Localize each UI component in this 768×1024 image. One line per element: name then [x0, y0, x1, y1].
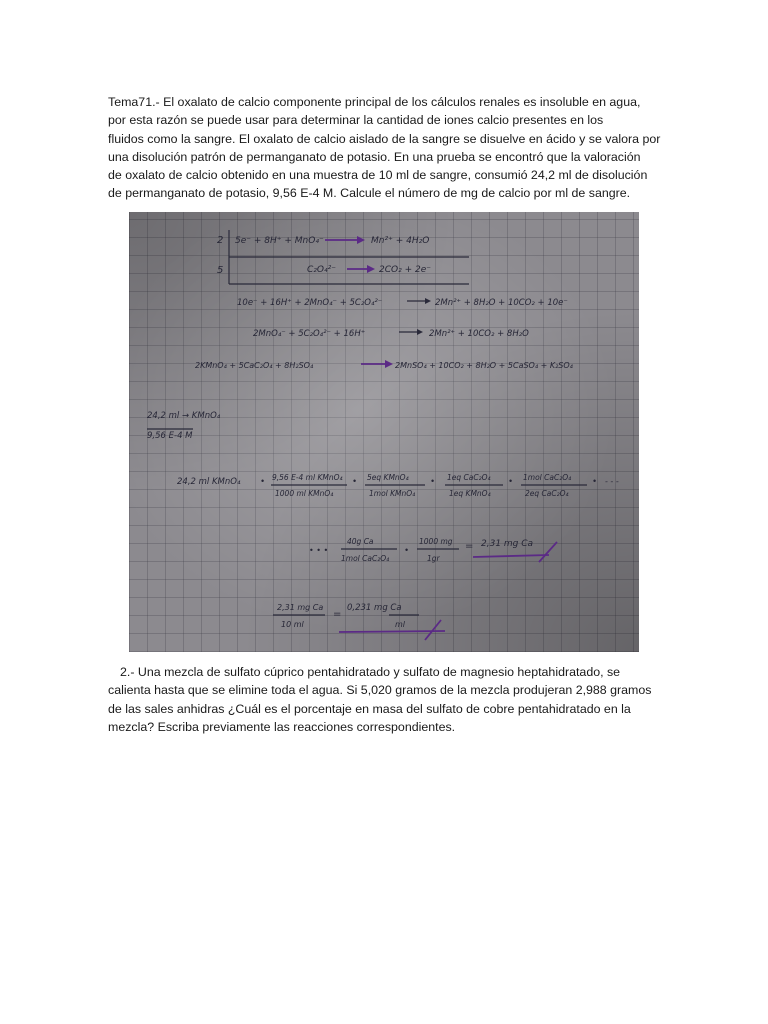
svg-text:•: • [593, 476, 597, 486]
half-reaction-2-coef: 5 [217, 265, 224, 276]
continuation-dots: - - - [605, 477, 619, 486]
sum-equation-rhs: 2Mn²⁺ + 8H₂O + 10CO₂ + 10e⁻ [435, 298, 568, 308]
half-reaction-1-rhs: Mn²⁺ + 4H₂O [371, 236, 430, 246]
factor-2-denominator: 1mol KMnO₄ [369, 489, 416, 498]
handwriting-overlay [129, 212, 639, 652]
half-reaction-2-lhs: C₂O₄²⁻ [307, 265, 336, 275]
factor-5-denominator: 1mol CaC₂O₄ [341, 554, 390, 563]
leading-dots: • • • [309, 546, 329, 555]
problem-2-line: calienta hasta que se elimine toda el agua. Si 5,020 gramos de la mezcla produjeran 2,988 gramos [108, 683, 652, 698]
factor-6-denominator: 1gr [427, 554, 440, 563]
result-underline [473, 555, 549, 557]
handwritten-solution-photo [129, 212, 639, 652]
calc-start: 24,2 ml KMnO₄ [177, 477, 241, 487]
problem-1-line: de oxalato de calcio obtenido en una muestra de 10 ml de sangre, consumió 24,2 ml de disolución [108, 168, 648, 183]
factor-6-numerator: 1000 mg [419, 537, 453, 546]
svg-text:•: • [353, 476, 357, 486]
net-ionic-lhs: 2MnO₄⁻ + 5C₂O₄²⁻ + 16H⁺ [253, 329, 366, 339]
factor-2-numerator: 5eq KMnO₄ [367, 473, 409, 482]
factor-5-numerator: 40g Ca [347, 537, 374, 546]
problem-1-statement [108, 93, 661, 203]
half-reaction-1-lhs: 5e⁻ + 8H⁺ + MnO₄⁻ [235, 236, 324, 246]
problem-1-line: Tema71.- El oxalato de calcio componente principal de los cálculos renales es insoluble en agua, [108, 95, 641, 109]
reaction-arrow-head [425, 298, 431, 304]
reaction-arrow-head [367, 265, 375, 273]
reaction-arrow-head [417, 329, 423, 335]
factor-3-denominator: 1eq KMnO₄ [449, 489, 491, 498]
net-ionic-rhs: 2Mn²⁺ + 10CO₂ + 8H₂O [429, 329, 529, 339]
problem-1-line: una disolución patrón de permanganato de potasio. En una prueba se encontró que la valoración [108, 149, 641, 164]
final-denominator: 10 ml [281, 620, 304, 629]
final-numerator: 2,31 mg Ca [277, 603, 324, 612]
molecular-equation-lhs: 2KMnO₄ + 5CaC₂O₄ + 8H₂SO₄ [195, 361, 314, 370]
svg-text:=: = [333, 609, 342, 620]
problem-2-statement [108, 663, 658, 736]
given-concentration: 9,56 E-4 M [147, 431, 193, 441]
svg-text:•: • [431, 476, 435, 486]
result-mg-calcium: 2,31 mg Ca [481, 539, 534, 549]
result-check-mark [539, 542, 557, 562]
molecular-equation-rhs: 2MnSO₄ + 10CO₂ + 8H₂O + 5CaSO₄ + K₂SO₄ [395, 361, 573, 370]
problem-2-line: de las sales anhidras ¿Cuál es el porcentaje en masa del sulfato de cobre pentahidratado en la [108, 701, 631, 716]
final-check-mark [425, 620, 441, 640]
final-result-numerator: 0,231 mg Ca [347, 603, 402, 613]
factor-1-denominator: 1000 ml KMnO₄ [275, 489, 334, 498]
half-reaction-1-coef: 2 [217, 235, 224, 246]
problem-1-line: fluidos como la sangre. El oxalato de calcio aislado de la sangre se disuelve en ácido y se valora por [108, 131, 661, 146]
problem-1-line: de permanganato de potasio, 9,56 E-4 M. Calcule el número de mg de calcio por ml de sangre. [108, 186, 631, 201]
problem-1-line: por esta razón se puede usar para determinar la cantidad de iones calcio presentes en los [108, 113, 604, 128]
problem-2-line: mezcla? Escriba previamente las reacciones correspondientes. [108, 719, 456, 734]
sum-equation-lhs: 10e⁻ + 16H⁺ + 2MnO₄⁻ + 5C₂O₄²⁻ [237, 298, 383, 308]
svg-text:•: • [405, 545, 409, 555]
reaction-arrow-head [357, 236, 365, 244]
factor-4-numerator: 1mol CaC₂O₄ [523, 473, 572, 482]
svg-text:•: • [509, 476, 513, 486]
reaction-arrow-head [385, 360, 393, 368]
factor-4-denominator: 2eq CaC₂O₄ [525, 489, 569, 498]
svg-text:=: = [465, 541, 474, 552]
given-volume: 24,2 ml → KMnO₄ [147, 411, 221, 421]
final-underline [339, 631, 445, 632]
factor-3-numerator: 1eq CaC₂O₄ [447, 473, 491, 482]
factor-1-numerator: 9,56 E-4 ml KMnO₄ [272, 473, 343, 482]
problem-2-line: 2.- Una mezcla de sulfato cúprico pentahidratado y sulfato de magnesio heptahidratado, se [120, 665, 621, 679]
final-result-denominator: ml [395, 620, 406, 629]
svg-text:•: • [261, 476, 265, 486]
half-reaction-2-rhs: 2CO₂ + 2e⁻ [379, 265, 431, 275]
